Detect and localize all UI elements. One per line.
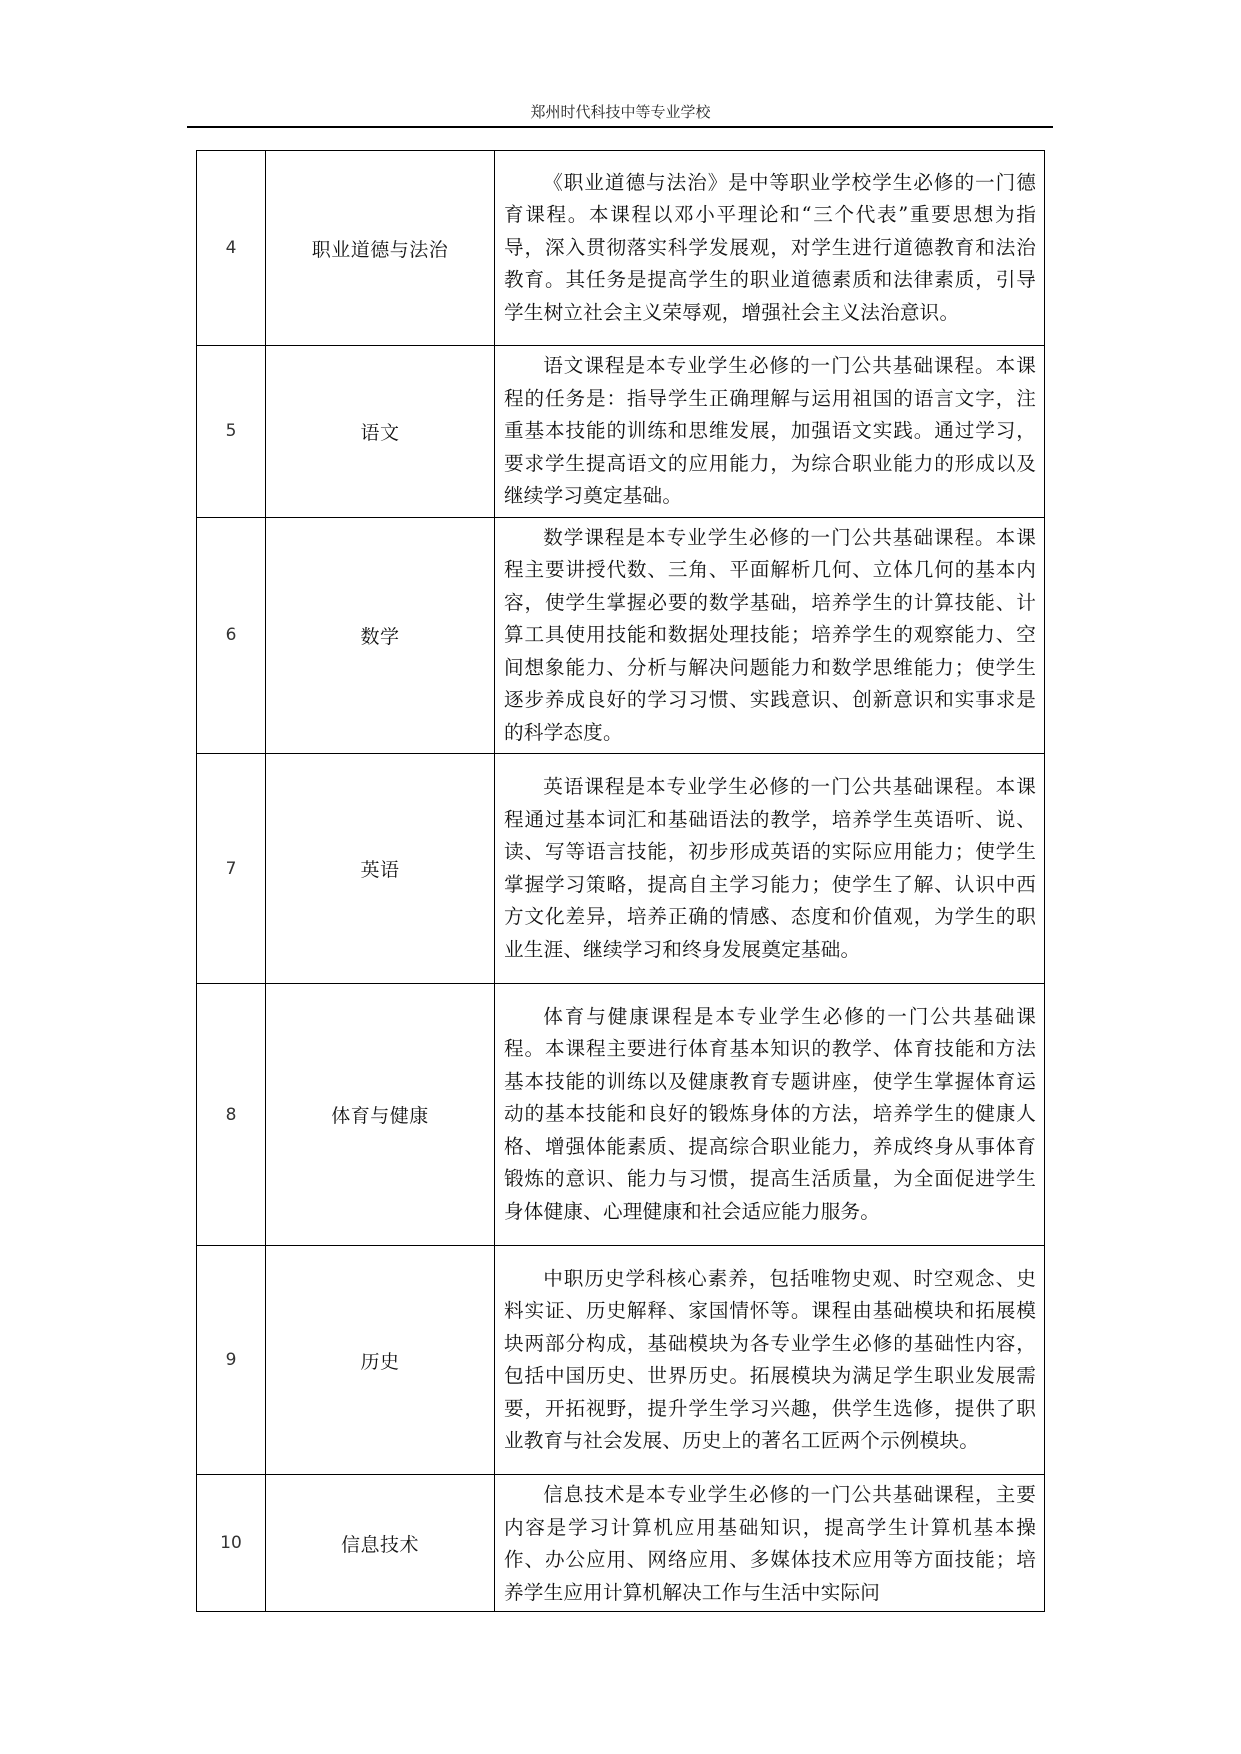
- course-description-text: 语文课程是本专业学生必修的一门公共基础课程。本课程的任务是：指导学生正确理解与运用祖国的语言文字，注重基本技能的训练和思维发展，加强语文实践。通过学习，要求学生提高语文的应用能力，为综合职业能力的形成以及继续学习奠定基础。: [504, 354, 1036, 507]
- course-description: [495, 517, 1045, 754]
- course-number: 6: [197, 517, 266, 754]
- course-description: [495, 1475, 1045, 1612]
- course-description-text: 中职历史学科核心素养，包括唯物史观、时空观念、史料实证、历史解释、家国情怀等。课程由基础模块和拓展模块两部分构成，基础模块为各专业学生必修的基础性内容，包括中国历史、世界历史。拓展模块为满足学生职业发展需要，开拓视野，提升学生学习兴趣，供学生选修，提供了职业教育与社会发展、历史上的著名工匠两个示例模块。: [504, 1266, 1036, 1452]
- course-description: [495, 151, 1045, 346]
- course-description-text: 信息技术是本专业学生必修的一门公共基础课程，主要内容是学习计算机应用基础知识，提高学生计算机基本操作、办公应用、网络应用、多媒体技术应用等方面技能；培养学生应用计算机解决工作与生活中实际问: [504, 1483, 1036, 1604]
- course-number: 7: [197, 754, 266, 984]
- table-row: [197, 1246, 1045, 1475]
- course-number: 4: [197, 151, 266, 346]
- course-description: [495, 754, 1045, 984]
- course-description: [495, 984, 1045, 1246]
- course-number: 10: [197, 1475, 266, 1612]
- table-row: [197, 1475, 1045, 1612]
- table-row: [197, 151, 1045, 346]
- course-description-text: 英语课程是本专业学生必修的一门公共基础课程。本课程通过基本词汇和基础语法的教学，培养学生英语听、说、读、写等语言技能，初步形成英语的实际应用能力；使学生掌握学习策略，提高自主学习能力；使学生了解、认识中西方文化差异，培养正确的情感、态度和价值观，为学生的职业生涯、继续学习和终身发展奠定基础。: [504, 775, 1036, 961]
- course-name: 英语: [266, 754, 495, 984]
- course-description-text: 体育与健康课程是本专业学生必修的一门公共基础课程。本课程主要进行体育基本知识的教学、体育技能和方法基本技能的训练以及健康教育专题讲座，使学生掌握体育运动的基本技能和良好的锻炼身体的方法，培养学生的健康人格、增强体能素质、提高综合职业能力，养成终身从事体育锻炼的意识、能力与习惯，提高生活质量，为全面促进学生身体健康、心理健康和社会适应能力服务。: [504, 1004, 1036, 1223]
- course-name: 语文: [266, 346, 495, 518]
- course-table: [196, 150, 1045, 1612]
- course-name: 体育与健康: [266, 984, 495, 1246]
- course-description-text: 《职业道德与法治》是中等职业学校学生必修的一门德育课程。本课程以邓小平理论和“三个代表”重要思想为指导，深入贯彻落实科学发展观，对学生进行道德教育和法治教育。其任务是提高学生的职业道德素质和法律素质，引导学生树立社会主义荣辱观，增强社会主义法治意识。: [504, 170, 1036, 324]
- course-name: 数学: [266, 517, 495, 754]
- table-row: [197, 754, 1045, 984]
- course-number: 9: [197, 1246, 266, 1475]
- header-rule: [187, 126, 1053, 128]
- table-row: [197, 346, 1045, 518]
- course-description: [495, 1246, 1045, 1475]
- table-row: [197, 517, 1045, 754]
- course-description: [495, 346, 1045, 518]
- course-name: 信息技术: [266, 1475, 495, 1612]
- course-description-text: 数学课程是本专业学生必修的一门公共基础课程。本课程主要讲授代数、三角、平面解析几何、立体几何的基本内容，使学生掌握必要的数学基础，培养学生的计算技能、计算工具使用技能和数据处理技能；培养学生的观察能力、空间想象能力、分析与解决问题能力和数学思维能力；使学生逐步养成良好的学习习惯、实践意识、创新意识和实事求是的科学态度。: [504, 525, 1036, 744]
- course-number: 8: [197, 984, 266, 1246]
- table-row: [197, 984, 1045, 1246]
- course-name: 职业道德与法治: [266, 151, 495, 346]
- page-header-title: 郑州时代科技中等专业学校: [530, 103, 711, 121]
- course-name: 历史: [266, 1246, 495, 1475]
- course-number: 5: [197, 346, 266, 518]
